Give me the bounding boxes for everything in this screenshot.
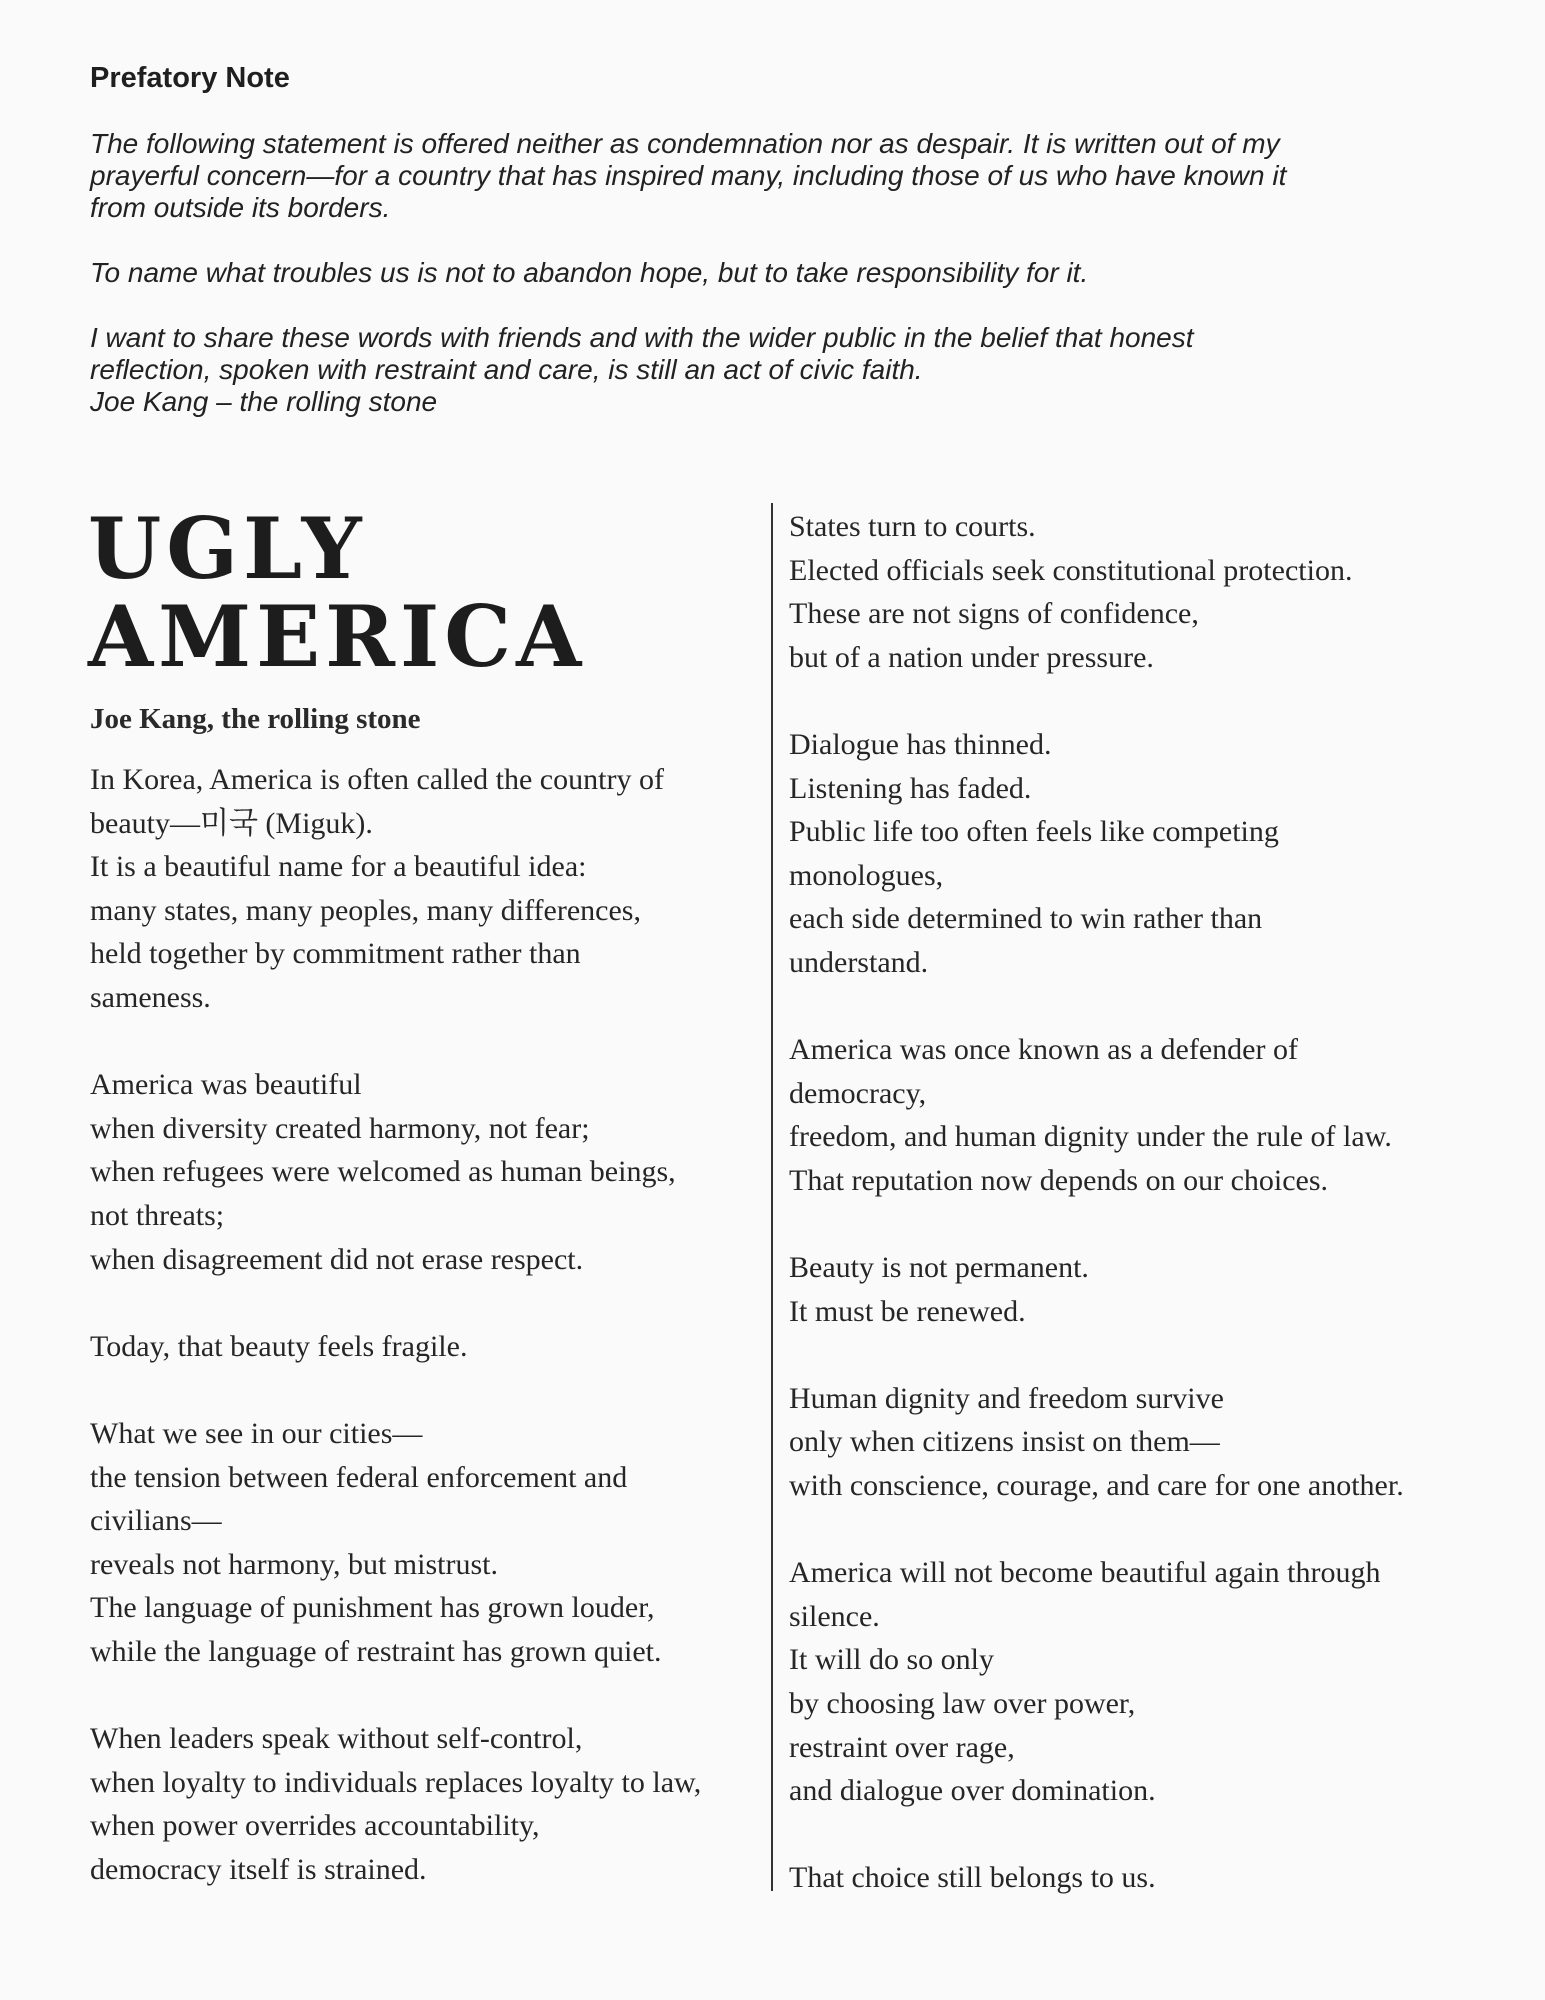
prefatory-note-heading: Prefatory Note [90, 62, 290, 94]
stanza: Beauty is not permanent. It must be renewed. [789, 1251, 1089, 1328]
stanza: America was once known as a defender of democracy, freedom, and human dignity under the rule of law. That reputation now depends on our choices. [789, 1033, 1392, 1197]
stanza: What we see in our cities— the tension between federal enforcement and civilians— reveals not harmony, but mistrust. The language of punishment has grown louder, while the language of restraint has grown quiet. [90, 1416, 662, 1668]
stanza: When leaders speak without self-control, when loyalty to individuals replaces loyalty to law, when power overrides accountability, democracy itself is strained. [90, 1722, 702, 1886]
poem-right-column [789, 505, 1529, 1900]
stanza: Dialogue has thinned. Listening has faded. Public life too often feels like competing monologues, each side determined to win rather than understand. [789, 727, 1279, 979]
stanza: In Korea, America is often called the country of beauty—미국 (Miguk). It is a beautiful name for a beautiful idea: many states, many peoples, many differences, held together by commitment rather than sameness. [90, 763, 664, 1014]
stanza: That choice still belongs to us. [789, 1861, 1156, 1895]
stanza: Today, that beauty feels fragile. [90, 1329, 468, 1363]
poem-byline: Joe Kang, the rolling stone [90, 703, 421, 735]
stanza: America will not become beautiful again through silence. It will do so only by choosing law over power, restraint over rage, and dialogue over domination. [789, 1556, 1381, 1808]
poem-title: UGLY AMERICA [88, 499, 587, 686]
prefatory-note [90, 62, 1480, 418]
prefatory-paragraph-2: To name what troubles us is not to abandon hope, but to take responsibility for it. [90, 257, 1089, 288]
column-divider [771, 503, 773, 1891]
stanza: Human dignity and freedom survive only when citizens insist on them— with conscience, courage, and care for one another. [789, 1381, 1404, 1503]
stanza: America was beautiful when diversity created harmony, not fear; when refugees were welcomed as human beings, not threats; when disagreement did not erase respect. [90, 1068, 676, 1276]
left-stanzas [90, 758, 770, 1891]
stanza: States turn to courts. Elected officials seek constitutional protection. These are not signs of confidence, but of a nation under pressure. [789, 510, 1353, 674]
right-stanzas [789, 505, 1529, 1900]
prefatory-paragraph-3: I want to share these words with friends and with the wider public in the belief that honest reflection, spoken with restraint and care, is still an act of civic faith. Joe Kang – the rolling stone [90, 322, 1194, 417]
prefatory-paragraph-1: The following statement is offered neither as condemnation nor as despair. It is written out of my prayerful concern—for a country that has inspired many, including those of us who have known it from outside its borders. [90, 128, 1287, 223]
poem-left-column [88, 499, 770, 1891]
